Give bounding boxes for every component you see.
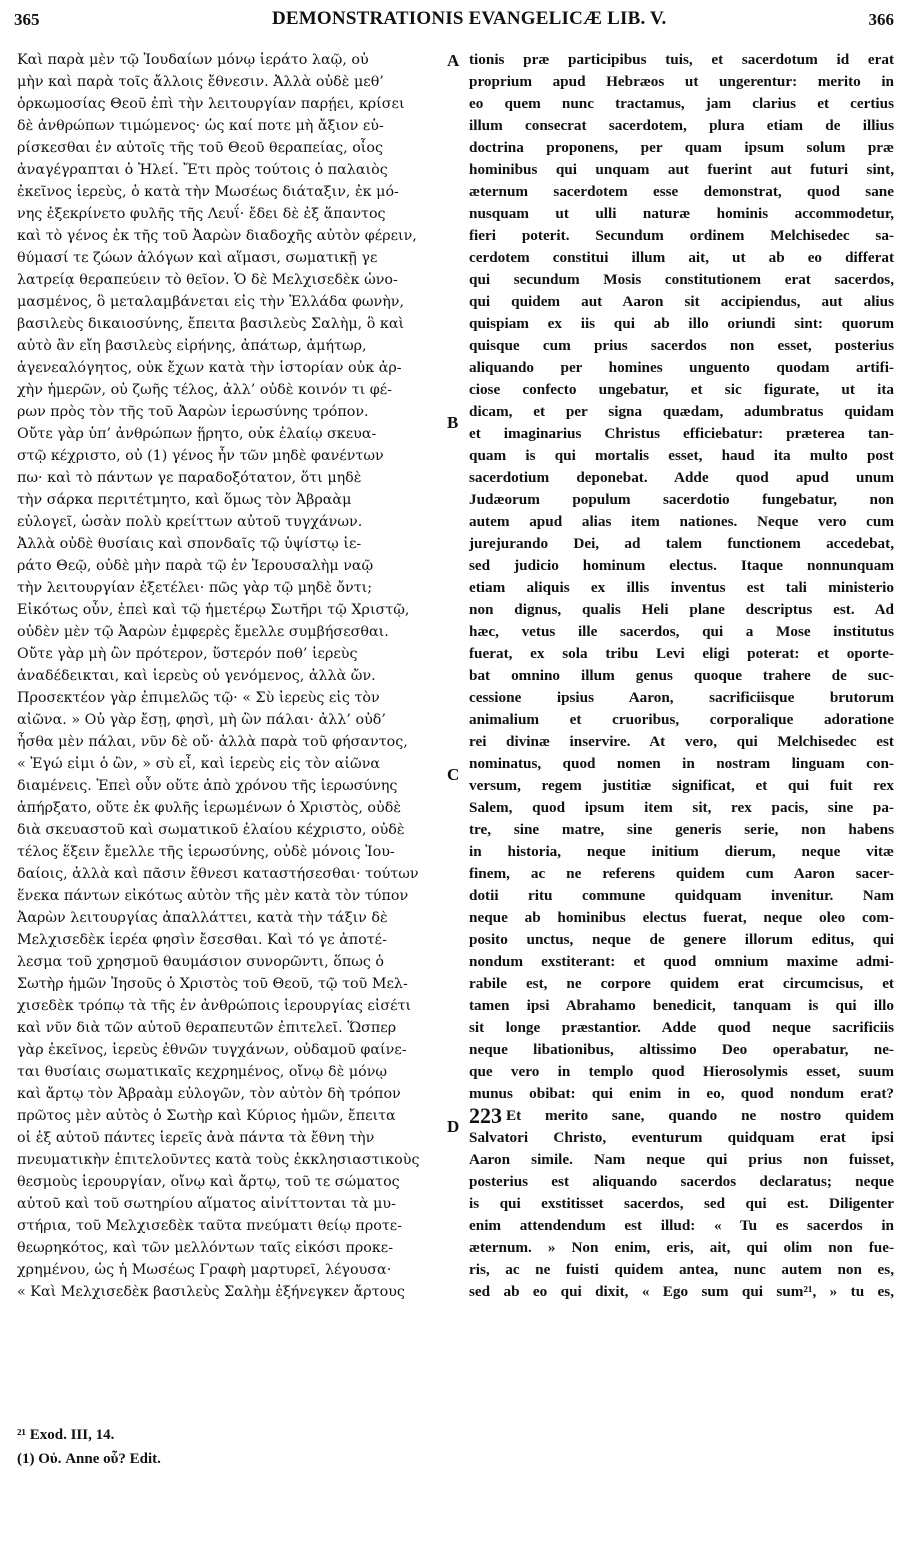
greek-text-line: θεωρηκότος, καὶ τῶν μελλόντων ταῖς εἰκόσι προκε- bbox=[17, 1240, 394, 1256]
footnote-1: ²¹ Exod. III, 14. bbox=[17, 1427, 115, 1443]
greek-text-line: χὴν ἡμερῶν, οὐ ζωῆς τέλος, ἀλλ’ οὐδὲ κοινόν τι φέ- bbox=[17, 382, 393, 398]
greek-text-line: στῷ κέχριστο, οὐ (1) γένος ἦν τῶν μηδὲ φανέντων bbox=[17, 448, 384, 464]
footnote-2: (1) Οὐ. Anne οὗ? Edit. bbox=[17, 1451, 161, 1467]
latin-line-text: Aaron simile. Nam neque qui prius non fuisset, bbox=[469, 1151, 894, 1168]
greek-text-line: στήρια, τοῦ Μελχισεδὲκ ταῦτα πνεύματι θείῳ προτε- bbox=[17, 1218, 402, 1234]
latin-line-text: animalium et cruoribus, corporalique adoratione bbox=[469, 711, 894, 728]
greek-text-line: Προσεκτέον γὰρ ἐπιμελῶς τῷ· « Σὺ ἱερεὺς εἰς τὸν bbox=[17, 690, 380, 706]
latin-line-text: æternum. » Non enim, eris, ait, qui olim non fue- bbox=[469, 1239, 894, 1256]
latin-line-text: quam is qui mortalis esset, haud ita multo post bbox=[469, 447, 894, 464]
latin-text-line bbox=[469, 1237, 894, 1259]
latin-line-text: Judæorum populum sacerdotio fungebatur, non bbox=[469, 491, 894, 508]
greek-text-line: πνευματικὴν ἐπιτελοῦντες κατὰ τοὺς ἐκκλησιαστικοὺς bbox=[17, 1152, 420, 1168]
latin-line-text: tre, sine matre, sine generis serie, non habens bbox=[469, 821, 894, 838]
greek-text-line: οὐδὲν μὲν τῷ Ἀαρὼν ἐμφερὲς ἔμελλε συμβήσεσθαι. bbox=[17, 624, 389, 640]
latin-line-text: quisque cum prius sacerdos non esset, posterius bbox=[469, 337, 894, 354]
greek-text-line: διαμένεις. Ἐπεὶ οὖν οὔτε ἀπὸ χρόνου τῆς ἱερωσύνης bbox=[17, 778, 398, 794]
latin-text-line bbox=[469, 1039, 894, 1061]
latin-line-text: bat omnino illum genus quoque trahere de suc- bbox=[469, 667, 894, 684]
latin-line-text: eo quem nunc tractamus, jam clarius et certius bbox=[469, 95, 894, 112]
latin-column bbox=[469, 49, 894, 1303]
greek-text-line: ὁρκωμοσίας Θεοῦ ἐπὶ τὴν λειτουργίαν παρῄει, κρίσει bbox=[17, 96, 405, 112]
latin-text-line bbox=[469, 49, 894, 71]
latin-line-text: nominatus, quod nomen in nostram linguam con- bbox=[469, 755, 894, 772]
latin-line-text: sacerdotium deponebat. Adde quod apud unum bbox=[469, 469, 894, 486]
latin-text-line bbox=[469, 1017, 894, 1039]
latin-line-text: sit longe præstantior. Adde quod neque sacrificiis bbox=[469, 1019, 894, 1036]
latin-text-line bbox=[469, 951, 894, 973]
greek-text-line: ἀγενεαλόγητος, οὐκ ἔχων κατὰ τὴν ἱστορίαν οὐκ ἀρ- bbox=[17, 360, 402, 376]
latin-line-text: Et merito sane, quando ne nostro quidem bbox=[506, 1107, 894, 1124]
greek-text-line: τέλος ἕξειν ἔμελλε τῆς ἱερωσύνης, οὐδὲ μόνοις Ἰου- bbox=[17, 844, 395, 860]
latin-line-text: Salvatori Christo, eventurum quidquam erat ipsi bbox=[469, 1129, 894, 1146]
latin-line-text: Salem, quod ipsum item sit, rex pacis, sine pa- bbox=[469, 799, 894, 816]
greek-text-line: δὲ ἀνθρώπων τιμώμενος· ὡς καί ποτε μὴ ἄξιον εὑ- bbox=[17, 118, 384, 134]
latin-text-line bbox=[469, 687, 894, 709]
latin-text-line bbox=[469, 1105, 894, 1127]
latin-line-text: non dignus, qualis Heli plane descriptus est. Ad bbox=[469, 601, 894, 618]
latin-text-line bbox=[469, 665, 894, 687]
greek-text-line: καὶ νῦν διὰ τῶν αὐτοῦ θεραπευτῶν ἐπιτελεῖ. Ὥσπερ bbox=[17, 1020, 397, 1036]
latin-line-text: hæc, vetus ille sacerdos, qui a Mose institutus bbox=[469, 623, 894, 640]
latin-text-line bbox=[469, 775, 894, 797]
latin-text-line bbox=[469, 1149, 894, 1171]
greek-text-line: Ἀλλὰ οὐδὲ θυσίαις καὶ σπονδαῖς τῷ ὑψίστῳ ἱε- bbox=[17, 536, 362, 552]
latin-line-text: finem, ac ne referens quidem cum Aaron sacer- bbox=[469, 865, 894, 882]
latin-line-text: posito unctus, neque de genere illorum editus, qui bbox=[469, 931, 894, 948]
latin-line-text: rei divinæ inservire. At vero, qui Melchisedec est bbox=[469, 733, 894, 750]
latin-text-line bbox=[469, 1281, 894, 1303]
latin-text-line bbox=[469, 1193, 894, 1215]
latin-line-text: tamen ipsi Abrahamo benedicit, tanquam is qui illo bbox=[469, 997, 894, 1014]
latin-text-line bbox=[469, 1083, 894, 1105]
greek-text-line: λεσμα τοῦ χρησμοῦ θαυμάσιον συνορῶντι, ὅπως ὁ bbox=[17, 954, 385, 970]
greek-text-line: Σωτὴρ ἡμῶν Ἰησοῦς ὁ Χριστὸς τοῦ Θεοῦ, τῷ τοῦ Μελ- bbox=[17, 976, 408, 992]
greek-text-line: καὶ ἄρτῳ τὸν Ἀβραὰμ εὐλογῶν, τὸν αὐτὸν δὴ τρόπον bbox=[17, 1086, 401, 1102]
left-page-number: 365 bbox=[14, 10, 40, 29]
latin-text-line bbox=[469, 93, 894, 115]
latin-line-text: rabile est, ne corpore quidem erat circumcisus, et bbox=[469, 975, 894, 992]
latin-line-text: fieri poterit. Secundum ordinem Melchisedec sa- bbox=[469, 227, 894, 244]
latin-text-line bbox=[469, 379, 894, 401]
latin-text-line bbox=[469, 643, 894, 665]
margin-marker-d: D bbox=[447, 1117, 460, 1136]
right-page-number: 366 bbox=[868, 10, 894, 29]
greek-text-line: μὴν καὶ παρὰ τοῖς ἄλλοις ἔθνεσιν. Ἀλλὰ οὐδὲ μεθ’ bbox=[17, 74, 384, 90]
latin-line-text: illum consecrat sacerdotem, plura etiam de illius bbox=[469, 117, 894, 134]
latin-line-text: fuerat, ex sola tribu Levi eligi poterat: et oporte- bbox=[469, 645, 894, 662]
latin-line-text: in historia, neque initium dierum, neque vitæ bbox=[469, 843, 894, 860]
running-title: DEMONSTRATIONIS EVANGELICÆ LIB. V. bbox=[272, 8, 667, 29]
inline-page-marker: 223 bbox=[469, 1103, 502, 1128]
latin-line-text: et imaginarius Christus efficiebatur: præterea tan- bbox=[469, 425, 894, 442]
latin-line-text: munus obibat: qui enim in eo, quod nondum erat? bbox=[469, 1085, 894, 1102]
latin-text-line bbox=[469, 533, 894, 555]
latin-text-line bbox=[469, 1127, 894, 1149]
latin-text-line bbox=[469, 929, 894, 951]
greek-text-line: αὐτὸ ἂν εἴη βασιλεὺς εἰρήνης, ἀπάτωρ, ἀμήτωρ, bbox=[17, 338, 367, 354]
latin-line-text: qui quidem aut Aaron sit accipiendus, aut alius bbox=[469, 293, 894, 310]
latin-line-text: tionis præ participibus tuis, et sacerdotum id erat bbox=[469, 51, 894, 68]
greek-text-line: ἀναδέδεικται, καὶ ἱερεὺς οὐ γενόμενος, ἀλλὰ ὤν. bbox=[17, 668, 376, 684]
greek-text-line: ἕνεκα πάντων εἰκότως αὐτὸν τῆς μὲν κατὰ τὸν τύπον bbox=[17, 888, 409, 904]
latin-text-line bbox=[469, 511, 894, 533]
greek-text-line: τὴν σάρκα περιτέτμητο, καὶ ὅμως τὸν Ἀβραὰμ bbox=[17, 492, 352, 508]
greek-text-line: αἰῶνα. » Οὐ γὰρ ἔσῃ, φησὶ, μὴ ὢν πάλαι· ἀλλ’ οὐδ’ bbox=[17, 712, 386, 728]
greek-text-line: δαίοις, ἀλλὰ καὶ πᾶσιν ἔθνεσι καταστήσεσθαι· τούτων bbox=[17, 866, 419, 882]
latin-line-text: hominibus qui unquam aut fuerint aut futuri sint, bbox=[469, 161, 894, 178]
greek-text-line: τὴν λειτουργίαν ἐξετέλει· πῶς γὰρ τῷ μηδὲ ὄντι; bbox=[17, 580, 373, 596]
latin-line-text: que vero in templo quod Hierosolymis esset, suum bbox=[469, 1063, 894, 1080]
latin-text-line bbox=[469, 599, 894, 621]
greek-text-line: ρίσκεσθαι ἐν αὐτοῖς τῆς τοῦ Θεοῦ θεραπείας, οἷος bbox=[17, 140, 384, 156]
latin-text-line bbox=[469, 577, 894, 599]
greek-text-line: Ἀαρὼν λειτουργίας ἀπαλλάττει, κατὰ τὴν τάξιν δὲ bbox=[17, 910, 388, 926]
greek-text-line: βασιλεὺς δικαιοσύνης, ἔπειτα βασιλεὺς Σαλὴμ, ὃ καὶ bbox=[17, 316, 405, 332]
latin-text-line bbox=[469, 1215, 894, 1237]
greek-text-line: Οὔτε γὰρ ὑπ’ ἀνθρώπων ᾕρητο, οὐκ ἐλαίῳ σκευα- bbox=[17, 426, 377, 442]
latin-line-text: posterius est aliquando sacerdos declaratus; neque bbox=[469, 1173, 894, 1190]
latin-text-line bbox=[469, 225, 894, 247]
latin-text-line bbox=[469, 247, 894, 269]
latin-text-line bbox=[469, 313, 894, 335]
margin-marker-c: C bbox=[447, 765, 460, 784]
greek-text-line: λατρείᾳ θεραπεύειν τὸ θεῖον. Ὁ δὲ Μελχισεδὲκ ὠνο- bbox=[17, 272, 398, 288]
greek-text-line: μασμένος, ὃ μεταλαμβάνεται εἰς τὴν Ἑλλάδα φωνὴν, bbox=[17, 294, 405, 310]
latin-line-text: æternum sacerdotem esse demonstrat, quod sane bbox=[469, 183, 894, 200]
greek-text-line: ρων πρὸς τὸν τῆς τοῦ Ἀαρὼν ἱερωσύνης τρόπον. bbox=[17, 404, 369, 420]
latin-line-text: nondum exstiterant: et quod omnium maxime admi- bbox=[469, 953, 894, 970]
greek-text-line: γὰρ ἐκεῖνος, ἱερεὺς ἐθνῶν τυγχάνων, οὐδαμοῦ φαίνε- bbox=[17, 1042, 407, 1058]
greek-text-line: Εἰκότως οὖν, ἐπεὶ καὶ τῷ ἡμετέρῳ Σωτῆρι τῷ Χριστῷ, bbox=[17, 602, 410, 618]
latin-text-line bbox=[469, 203, 894, 225]
latin-text-line bbox=[469, 181, 894, 203]
latin-line-text: dicam, et per signa quædam, adumbratus quidam bbox=[469, 403, 894, 420]
latin-line-text: neque ab hominibus electus fuerat, neque oleo com- bbox=[469, 909, 894, 926]
latin-line-text: quispiam ex iis qui ab illo oriundi sint: quorum bbox=[469, 315, 894, 332]
latin-text-line bbox=[469, 159, 894, 181]
latin-line-text: etiam aliquis ex illis inventus est tali ministerio bbox=[469, 579, 894, 596]
latin-line-text: cerdotem constitui illum ait, ut ab eo differat bbox=[469, 249, 894, 266]
latin-line-text: is qui exstitisset sacerdos, sed qui est. Diligenter bbox=[469, 1195, 894, 1212]
latin-line-text: doctrina proponens, per quam ipsum solum præ bbox=[469, 139, 894, 156]
greek-text-line: ἐκεῖνος ἱερεὺς, ὁ κατὰ τὴν Μωσέως διάταξιν, ἐκ μό- bbox=[17, 184, 399, 200]
greek-text-line: αὐτοῦ καὶ τοῦ σωτηρίου αἵματος αἰνίττονται τὰ μυ- bbox=[17, 1196, 396, 1212]
latin-line-text: sed ab eo qui dixit, « Ego sum qui sum²¹, » tu es, bbox=[469, 1283, 894, 1300]
latin-text-line bbox=[469, 555, 894, 577]
latin-text-line bbox=[469, 885, 894, 907]
greek-text-line: ται θυσίαις σωματικαῖς κεχρημένος, οἴνῳ δὲ μόνῳ bbox=[17, 1064, 388, 1080]
latin-text-line bbox=[469, 709, 894, 731]
latin-text-line bbox=[469, 423, 894, 445]
latin-line-text: qui secundum Mosis constitutionem erat sacerdos, bbox=[469, 271, 894, 288]
latin-line-text: versum, regem justitiæ significat, et qui fuit rex bbox=[469, 777, 894, 794]
latin-text-line bbox=[469, 71, 894, 93]
margin-marker-b: B bbox=[447, 413, 459, 432]
greek-text-line: « Ἐγώ εἰμι ὁ ὢν, » σὺ εἶ, καὶ ἱερεὺς εἰς τὸν αἰῶνα bbox=[17, 756, 381, 772]
greek-text-line: ἀπήρξατο, οὔτε ἐκ φυλῆς ἱερωμένων ὁ Χριστὸς, οὐδὲ bbox=[17, 800, 401, 816]
greek-text-line: ἀναγέγραπται ὁ Ἠλεί. Ἔτι πρὸς τούτοις ὁ παλαιὸς bbox=[17, 162, 388, 178]
latin-text-line bbox=[469, 797, 894, 819]
latin-text-line bbox=[469, 357, 894, 379]
greek-text-line: ἦσθα μὲν πάλαι, νῦν δὲ οὔ· ἀλλὰ παρὰ τοῦ φήσαντος, bbox=[17, 734, 408, 750]
running-header bbox=[14, 2, 894, 42]
latin-text-line bbox=[469, 841, 894, 863]
latin-text-line bbox=[469, 753, 894, 775]
latin-line-text: cessione ipsius Aaron, sacrificiisque brutorum bbox=[469, 689, 894, 706]
greek-text-line: εὐλογεῖ, ὡσὰν πολὺ κρείττων αὐτοῦ τυγχάνων. bbox=[17, 514, 363, 530]
latin-text-line bbox=[469, 291, 894, 313]
greek-text-line: ράτο Θεῷ, οὐδὲ μὴν παρὰ τῷ ἐν Ἱερουσαλὴμ ναῷ bbox=[17, 558, 374, 574]
margin-marker-a: A bbox=[447, 51, 460, 70]
latin-text-line bbox=[469, 731, 894, 753]
greek-column bbox=[17, 49, 442, 1303]
greek-text-line: χισεδὲκ τρόπῳ τὰ τῆς ἐν ἀνθρώποις ἱερουργίας εἰσέτι bbox=[17, 998, 412, 1014]
latin-text-line bbox=[469, 467, 894, 489]
latin-text-line bbox=[469, 621, 894, 643]
latin-text-line bbox=[469, 995, 894, 1017]
greek-text-line: οἱ ἐξ αὐτοῦ πάντες ἱερεῖς ἀνὰ πάντα τὰ ἔθνη τὴν bbox=[17, 1130, 375, 1146]
latin-line-text: aliquando per homines unguento quodam artifi- bbox=[469, 359, 894, 376]
latin-line-text: autem apud alias item nationes. Neque vero cum bbox=[469, 513, 894, 530]
latin-line-text: dotii ritu commune quidquam invenitur. Nam bbox=[469, 887, 894, 904]
greek-text-line: διὰ σκευαστοῦ καὶ σωματικοῦ ἐλαίου κέχριστο, οὐδὲ bbox=[17, 822, 405, 838]
latin-line-text: sed judicio hominum electus. Itaque nonnunquam bbox=[469, 557, 894, 574]
latin-text-line bbox=[469, 335, 894, 357]
latin-text-line bbox=[469, 445, 894, 467]
latin-text-line bbox=[469, 269, 894, 291]
latin-text-line bbox=[469, 863, 894, 885]
latin-text-line bbox=[469, 907, 894, 929]
greek-text-line: Μελχισεδὲκ ἱερέα φησὶν ἔσεσθαι. Καὶ τό γε ἀποτέ- bbox=[17, 932, 387, 948]
latin-line-text: ris, ac ne fuisti quidem antea, nunc autem non es, bbox=[469, 1261, 894, 1278]
greek-text-line: νης ἐξεκρίνετο φυλῆς τῆς Λευΐ· ἔδει δὲ ἐξ ἅπαντος bbox=[17, 206, 386, 222]
latin-text-line bbox=[469, 489, 894, 511]
latin-text-line bbox=[469, 115, 894, 137]
greek-text-line: Οὔτε γὰρ μὴ ὢν πρότερον, ὕστερόν ποθ’ ἱερεὺς bbox=[17, 646, 358, 662]
latin-text-line bbox=[469, 137, 894, 159]
greek-text-line: Καὶ παρὰ μὲν τῷ Ἰουδαίων μόνῳ ἱεράτο λαῷ, οὐ bbox=[17, 52, 369, 68]
latin-line-text: nusquam ut ulli naturæ hominis accommodetur, bbox=[469, 205, 894, 222]
latin-line-text: proprium apud Hebræos ut ungerentur: merito in bbox=[469, 73, 894, 90]
latin-line-text: enim attendendum est illud: « Tu es sacerdos in bbox=[469, 1217, 894, 1234]
greek-text-line: πω· καὶ τὸ πάντων γε παραδοξότατον, ὅτι μηδὲ bbox=[17, 470, 362, 486]
greek-text-line: πρῶτος μὲν αὐτὸς ὁ Σωτὴρ καὶ Κύριος ἡμῶν, ἔπειτα bbox=[17, 1108, 396, 1124]
latin-text-line bbox=[469, 401, 894, 423]
greek-text-line: χρημένου, ὡς ἡ Μωσέως Γραφὴ μαρτυρεῖ, λέγουσα· bbox=[17, 1262, 392, 1278]
latin-line-text: jurejurando Dei, ad talem functionem accedebat, bbox=[469, 535, 894, 552]
greek-text-line: θύμασί τε ζώων ἀλόγων καὶ αἵμασι, σωματικῇ γε bbox=[17, 250, 378, 266]
latin-line-text: neque libationibus, altissimo Deo operabatur, ne- bbox=[469, 1041, 894, 1058]
latin-text-line bbox=[469, 973, 894, 995]
greek-text-line: καὶ τὸ γένος ἐκ τῆς τοῦ Ἀαρὼν διαδοχῆς αὐτὸν φέρειν, bbox=[17, 228, 417, 244]
latin-text-line bbox=[469, 1061, 894, 1083]
greek-text-line: « Καὶ Μελχισεδὲκ βασιλεὺς Σαλὴμ ἐξήνεγκεν ἄρτους bbox=[17, 1284, 405, 1300]
latin-text-line bbox=[469, 1171, 894, 1193]
latin-line-text: ciose confecto ungebatur, et sic figurate, ut ita bbox=[469, 381, 894, 398]
latin-text-line bbox=[469, 819, 894, 841]
latin-text-line bbox=[469, 1259, 894, 1281]
greek-text-line: θεσμοὺς ἱερουργίαν, οἴνῳ καὶ ἄρτῳ, τοῦ τε σώματος bbox=[17, 1174, 400, 1190]
